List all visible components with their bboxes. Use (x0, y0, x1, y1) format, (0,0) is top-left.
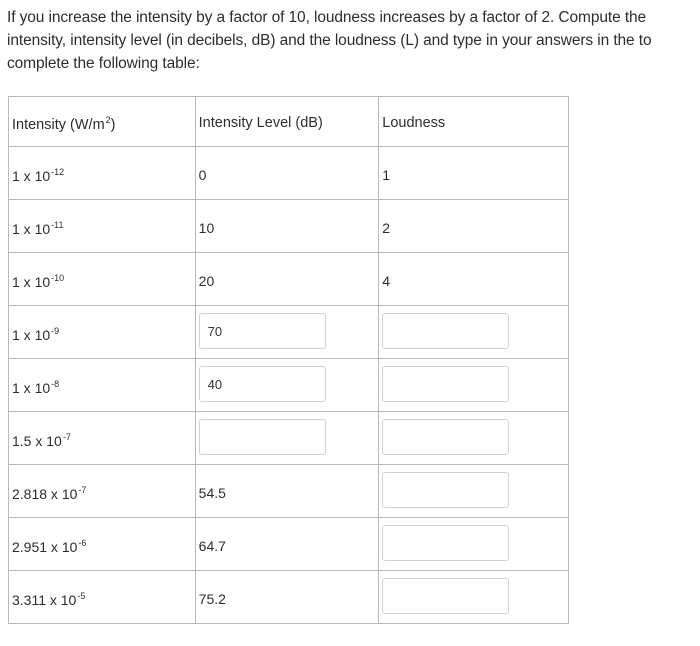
loudness-cell: 2 (379, 200, 569, 253)
loudness-cell (379, 518, 569, 571)
header-intensity-text: Intensity (W/m (12, 117, 105, 133)
loudness-input[interactable] (382, 578, 509, 614)
level-cell: 75.2 (195, 571, 379, 624)
intensity-base: 1 x 10 (12, 221, 51, 237)
intensity-base: 2.951 x 10 (12, 539, 78, 555)
table-header-row (9, 97, 569, 147)
loudness-cell (379, 571, 569, 624)
table-row (9, 147, 569, 200)
header-loudness: Loudness (379, 97, 569, 147)
loudness-input[interactable] (382, 419, 509, 455)
loudness-input[interactable] (382, 366, 509, 402)
intensity-exponent: -11 (51, 220, 64, 230)
intensity-cell (9, 359, 196, 412)
intensity-cell (9, 518, 196, 571)
loudness-input[interactable] (382, 525, 509, 561)
intensity-cell (9, 306, 196, 359)
intensity-level-input[interactable] (199, 366, 326, 402)
intensity-exponent: -7 (78, 485, 87, 495)
intensity-base: 1 x 10 (12, 168, 51, 184)
intensity-base: 3.311 x 10 (12, 592, 77, 608)
intensity-exponent: -5 (77, 591, 86, 601)
intensity-exponent: -7 (62, 432, 71, 442)
intensity-level-input[interactable] (199, 313, 326, 349)
level-cell: 10 (195, 200, 379, 253)
intensity-exponent: -8 (51, 379, 60, 389)
intensity-cell (9, 253, 196, 306)
loudness-cell: 1 (379, 147, 569, 200)
loudness-input[interactable] (382, 472, 509, 508)
level-cell (195, 412, 379, 465)
loudness-cell: 4 (379, 253, 569, 306)
loudness-input[interactable] (382, 313, 509, 349)
level-cell (195, 306, 379, 359)
intensity-base: 2.818 x 10 (12, 486, 78, 502)
level-cell (195, 359, 379, 412)
intensity-cell (9, 147, 196, 200)
loudness-cell (379, 412, 569, 465)
loudness-cell (379, 359, 569, 412)
level-cell: 0 (195, 147, 379, 200)
answer-table (8, 96, 569, 624)
intensity-exponent: -12 (51, 167, 65, 177)
intensity-base: 1 x 10 (12, 274, 51, 290)
intensity-cell (9, 571, 196, 624)
header-intensity-close: ) (110, 117, 116, 133)
intensity-exponent: -10 (51, 273, 65, 283)
intensity-level-input[interactable] (199, 419, 326, 455)
intensity-cell (9, 200, 196, 253)
loudness-cell (379, 465, 569, 518)
intensity-exponent: -6 (78, 538, 87, 548)
intensity-base: 1 x 10 (12, 327, 51, 343)
header-intensity-sup: 2 (105, 115, 111, 125)
intensity-base: 1.5 x 10 (12, 433, 62, 449)
table-row (9, 571, 569, 624)
table-row (9, 253, 569, 306)
level-cell: 54.5 (195, 465, 379, 518)
intensity-cell (9, 412, 196, 465)
table-row (9, 518, 569, 571)
intensity-base: 1 x 10 (12, 380, 51, 396)
intensity-exponent: -9 (51, 326, 60, 336)
table-row (9, 306, 569, 359)
table-row (9, 412, 569, 465)
question-prompt: If you increase the intensity by a factor of 10, loudness increases by a factor of 2. Compute the intensity, intensity level (in decibels, dB) and the loudness (L) and type in your answers in the to complete the following table: (7, 9, 652, 72)
level-cell: 64.7 (195, 518, 379, 571)
header-intensity-level: Intensity Level (dB) (195, 97, 379, 147)
header-intensity (9, 97, 196, 147)
intensity-cell (9, 465, 196, 518)
table-row (9, 200, 569, 253)
level-cell: 20 (195, 253, 379, 306)
loudness-cell (379, 306, 569, 359)
table-row (9, 465, 569, 518)
table-row (9, 359, 569, 412)
